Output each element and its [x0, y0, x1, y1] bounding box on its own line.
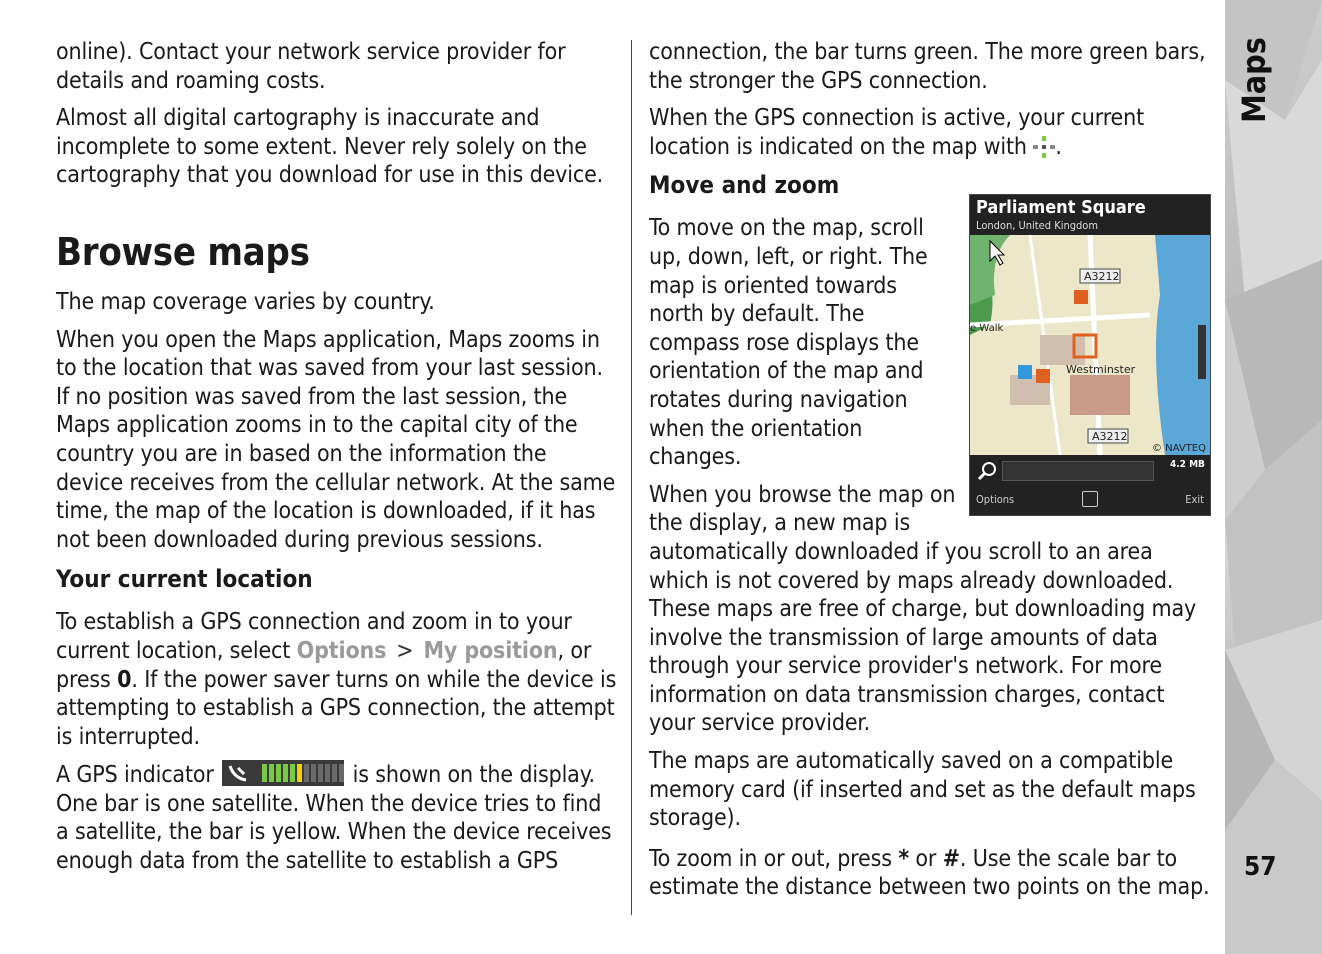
options-softkey[interactable]: Options — [976, 493, 1015, 507]
map-view[interactable] — [970, 235, 1210, 455]
exit-softkey[interactable]: Exit — [1185, 493, 1204, 507]
left-column — [56, 38, 618, 885]
paragraph: connection, the bar turns green. The more green bars, the stronger the GPS connection. — [649, 39, 1206, 94]
gps-satellite-bar — [318, 764, 323, 782]
maps-screenshot — [969, 194, 1211, 516]
paragraph: When you browse the map on the display, a new map is automatically downloaded if you scroll to an area which is not covered by maps already downloaded. These maps are free of charge, but downloading may involve the transmission of large amounts of data through your service provider's network. For more information on data transmission charges, contact your service provider. — [649, 481, 1197, 737]
page-number: 57 — [1244, 852, 1277, 882]
paragraph: A GPS indicator is shown on the display. One bar is one satellite. When the device tries to find a satellite, the bar is yellow. When the device receives enough data from the satellite to establish a GPS — [56, 762, 612, 875]
section-title: Maps — [1235, 37, 1274, 123]
key-zero: 0 — [117, 666, 132, 693]
screenshot-footer — [970, 455, 1210, 515]
data-size-label: 4.2 MB — [1170, 459, 1205, 471]
poi-icon — [1074, 290, 1088, 304]
paragraph: To move on the map, scroll up, down, left, or right. The map is oriented towards north by default. The compass rose displays the orientation of the map and rotates during navigation when the orientation changes. — [649, 215, 928, 471]
section-heading: Browse maps — [56, 229, 310, 274]
paragraph: The maps are automatically saved on a compatible memory card (if inserted and set as the default maps storage). — [649, 748, 1196, 832]
place-subtitle: London, United Kingdom — [976, 219, 1098, 233]
subsection-heading: Move and zoom — [649, 171, 840, 200]
menu-icon[interactable] — [1082, 491, 1098, 507]
sidebar-pattern — [1225, 0, 1322, 954]
gps-satellite-bar — [269, 764, 274, 782]
screenshot-header — [970, 195, 1210, 235]
paragraph: online). Contact your network service provider for details and roaming costs. — [56, 39, 566, 94]
gps-indicator-icon — [222, 760, 344, 786]
menu-options-label: Options — [296, 637, 387, 664]
right-column — [649, 38, 1211, 911]
gps-satellite-bar — [332, 764, 337, 782]
paragraph: When the GPS connection is active, your current location is indicated on the map with . — [649, 105, 1145, 160]
chapter-tab — [1225, 0, 1322, 954]
gps-satellite-bar — [276, 764, 281, 782]
street-label: e Walk — [970, 323, 1004, 335]
current-location-icon — [1033, 136, 1055, 158]
gps-satellite-bar — [304, 764, 309, 782]
poi-icon — [1036, 369, 1050, 383]
search-input[interactable] — [1002, 461, 1154, 481]
place-label: Westminster — [1066, 363, 1136, 377]
satellite-icon — [224, 760, 252, 786]
paragraph: Almost all digital cartography is inaccurate and incomplete to some extent. Never rely solely on the cartography that you download for use in this device. — [56, 105, 604, 189]
subsection-heading: Your current location — [56, 565, 313, 594]
gps-satellite-bar — [283, 764, 288, 782]
copyright-label: © NAVTEQ — [1152, 443, 1206, 455]
gps-satellite-bar — [262, 764, 267, 782]
gps-satellite-bar — [290, 764, 295, 782]
column-divider — [631, 40, 632, 915]
paragraph: To zoom in or out, press * or #. Use the scale bar to estimate the distance between two points on the map. — [649, 845, 1210, 901]
search-icon[interactable] — [976, 459, 1000, 483]
paragraph: To establish a GPS connection and zoom in to your current location, select Options > My position, or press 0. If the power saver turns on while the device is attempting to establish a GPS connection, the attempt is interrupted. — [56, 609, 617, 750]
key-star: * — [898, 845, 909, 872]
poi-icon — [1018, 365, 1032, 379]
menu-my-position-label: My position — [423, 637, 558, 664]
road-label: A3212 — [1092, 430, 1128, 444]
gps-satellite-bar — [297, 764, 302, 782]
zoom-scale-icon — [1198, 325, 1206, 379]
paragraph: The map coverage varies by country. — [56, 288, 435, 315]
gps-satellite-bar — [311, 764, 316, 782]
paragraph: When you open the Maps application, Maps zooms in to the location that was saved from your last session. If no position was saved from the last session, the Maps application zooms in to the capital city of the country you are in based on the information the device receives from the cellular network. At the same time, the map of the location is downloaded, if it has not been downloaded during previous sessions. — [56, 326, 616, 553]
road-label: A3212 — [1084, 270, 1120, 284]
gps-satellite-bar — [339, 764, 344, 782]
place-title: Parliament Square — [976, 197, 1146, 219]
gps-satellite-bar — [325, 764, 330, 782]
key-hash: # — [942, 845, 960, 872]
